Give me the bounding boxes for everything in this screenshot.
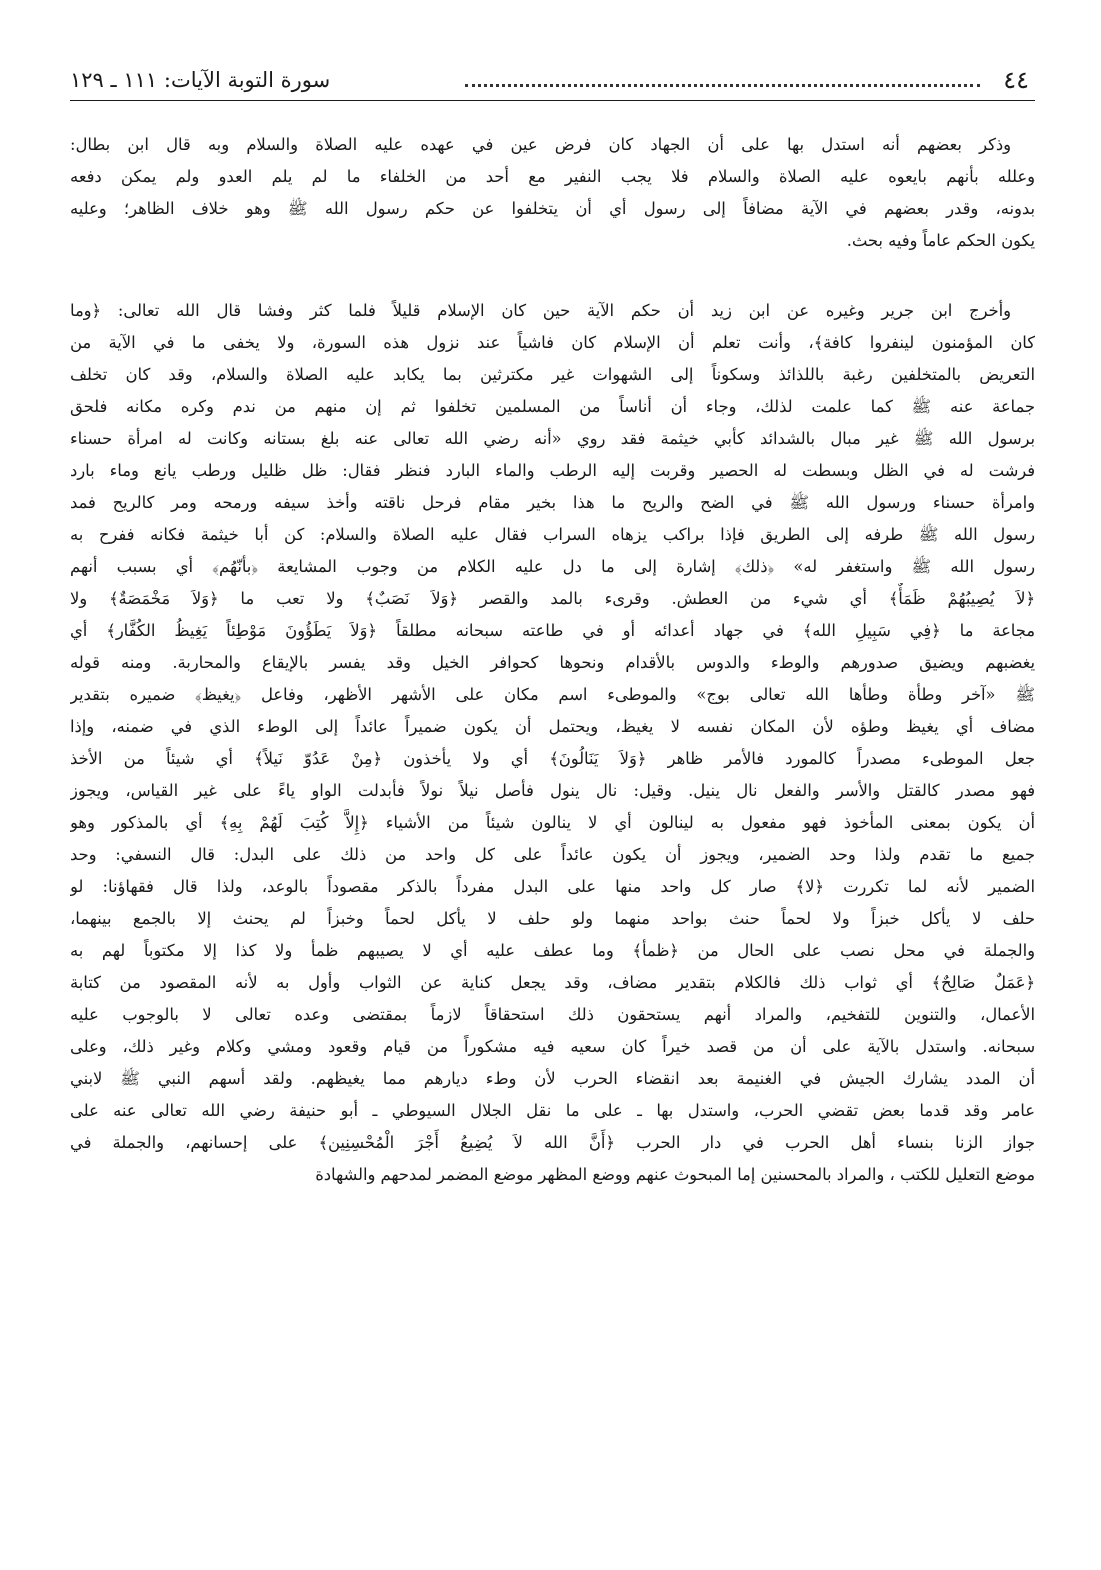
text-line: الضمير لأنه لما تكررت ﴿لا﴾ صار كل واحد منها على البدل مفرداً بالذكر مقصوداً بالوعد، ولذا قال فقهاؤنا: لو [70,877,1035,896]
text-line: مضاف أي يغيظ وطؤه لأن المكان نفسه لا يغيظ، ويحتمل أن يكون ضميراً عائداً إلى الوطء الذي في ضمنه، وإذا [70,717,1035,736]
text-line: يكون الحكم عاماً وفيه بحث. [846,231,1035,250]
text-line: وذكر بعضهم أنه استدل بها على أن الجهاد كان فرض عين في عهده عليه الصلاة والسلام وبه قال ابن بطال: [70,135,1011,154]
text-line: مجاعة ما ﴿فِي سَبِيلِ الله﴾ في جهاد أعدائه أو في طاعته سبحانه مطلقاً ﴿وَلاَ يَطَؤُونَ مَوْطِئاً يَغِيظُ الكُفَّار﴾ أي [70,621,1035,640]
text-line: ﴿عَمَلٌ صَالِحٌ﴾ أي ثواب ذلك فالكلام بتقدير مضاف، وقد يجعل كناية عن الثواب وأول به لأنه المقصود من كتابة [70,973,1035,992]
text-line: حلف لا يأكل خبزاً ولا لحماً حنث بواحد منهما ولو حلف لا يأكل لحماً وخبزاً لم يحنث إلا بالجمع بينهما، [70,909,1035,928]
paragraph-2 [70,295,1035,1191]
text-line: ﷺ «آخر وطأة وطأها الله تعالى بوج» والموطىء اسم مكان على الأشهر الأظهر، وفاعل ﴿يغيظ﴾ ضميره بتقدير [70,685,1035,704]
text-line: ﴿لاَ يُصِيبُهُمْ ظَمَأٌ﴾ أي شيء من العطش. وقرىء بالمد والقصر ﴿وَلاَ نَصَبٌ﴾ ولا تعب ما ﴿وَلاَ مَخْمَصَةٌ﴾ ولا [70,589,1035,608]
text-line: رسول الله ﷺ واستغفر له» ﴿ذلك﴾ إشارة إلى ما دل عليه الكلام من وجوب المشايعة ﴿بأنّهُم﴾ أي بسبب أنهم [70,557,1035,576]
paragraph-1 [70,129,1035,257]
text-line: الأعمال، والتنوين للتفخيم، والمراد أنهم يستحقون ذلك استحقاقاً لازماً بمقتضى وعده تعالى لا بالوجوب عليه [70,1005,1035,1024]
text-line: والجملة في محل نصب على الحال من ﴿ظمأ﴾ وما عطف عليه أي لا يصيبهم ظمأ ولا كذا إلا مكتوباً لهم به [70,941,1035,960]
text-line: جواز الزنا بنساء أهل الحرب في دار الحرب ﴿أَنَّ الله لاَ يُضِيعُ أَجْرَ الْمُحْسِنِين﴾ على إحسانهم، والجملة في [70,1133,1035,1152]
running-head [70,60,1035,101]
text-line: يغضبهم ويضيق صدورهم والوطء والدوس بالأقدام ونحوها كحوافر الخيل وقد يفسر بالإيقاع والمحاربة. ومنه قوله [70,653,1035,672]
text-line: موضع التعليل للكتب ، والمراد بالمحسنين إما المبحوث عنهم ووضع المظهر موضع المضمر لمدحهم والشهادة [315,1165,1035,1184]
text-line: جميع ما تقدم ولذا وحد الضمير، ويجوز أن يكون عائداً على كل واحد من ذلك على البدل: قال النسفي: وحد [70,845,1035,864]
text-line: فهو مصدر كالقتل والأسر والفعل نال ينيل. وقيل: نال ينول فأصل نيلاً نولاً فأبدلت الواو ياءً على غير القياس، ويجوز [70,781,1035,800]
text-line: التعريض بالمتخلفين رغبة باللذائذ وسكوناً إلى الشهوات غير مكترثين بما يكابد عليه الصلاة والسلام، وقد كان تخلف [70,365,1035,384]
leader-dots [465,84,980,87]
text-line: كان المؤمنون لينفروا كافة﴾، وأنت تعلم أن الإسلام كان فاشياً عند نزول هذه السورة، ولا يخفى ما في الآية من [70,333,1035,352]
running-title: سورة التوبة الآيات: ١١١ ـ ١٢٩ [70,68,331,92]
text-line: جعل الموطىء مصدراً كالمورد فالأمر ظاهر ﴿وَلاَ يَنَالُونَ﴾ أي ولا يأخذون ﴿مِنْ عَدُوّ نَيلاً﴾ أي شيئاً من الأخذ [70,749,1035,768]
text-line: رسول الله ﷺ طرفه إلى الطريق فإذا براكب يزهاه السراب فقال عليه الصلاة والسلام: كن أبا خيثمة فكانه ففرح به [70,525,1035,544]
text-line: جماعة عنه ﷺ كما علمت لذلك، وجاء أن أناساً من المسلمين تخلفوا ثم إن منهم من ندم وكره مكانه فلحق [70,397,1035,416]
text-line: وعلله بأنهم بايعوه عليه الصلاة والسلام فلا يجب النفير مع أحد من الخلفاء ما لم يلم العدو ولم يمكن دفعه [70,167,1035,186]
text-line: بدونه، وقدر بعضهم في الآية مضافاً إلى رسول أي أن يتخلفوا عن حكم رسول الله ﷺ وهو خلاف الظاهر؛ وعليه [70,199,1035,218]
text-line: سبحانه. واستدل بالآية على أن من قصد خيراً كان سعيه فيه مشكوراً من قيام وقعود ومشي وكلام وغير ذلك، وعلى [70,1037,1035,1056]
text-line: برسول الله ﷺ غير مبال بالشدائد كأبي خيثمة فقد روي «أنه رضي الله تعالى عنه بلغ بستانه وكانت له امرأة حسناء [70,429,1035,448]
text-line: أن يكون بمعنى المأخوذ فهو مفعول به لينالون أي لا ينالون شيئاً من الأشياء ﴿إِلاَّ كُتِبَ لَهُمْ بِهِ﴾ أي بالمذكور وهو [70,813,1035,832]
page-number: ٤٤ [1003,66,1029,94]
text-line: أن المدد يشارك الجيش في الغنيمة بعد انقضاء الحرب لأن وطء ديارهم مما يغيظهم. ولقد أسهم النبي ﷺ لابني [70,1069,1035,1088]
text-line: وأخرج ابن جرير وغيره عن ابن زيد أن حكم الآية حين كان الإسلام قليلاً فلما كثر وفشا قال الله تعالى: ﴿وما [70,301,1011,320]
text-line: عامر وقد قدما بعض تقضي الحرب، واستدل بها ـ على ما نقل الجلال السيوطي ـ أبو حنيفة رضي الله تعالى عنه على [70,1101,1035,1120]
text-line: فرشت له في الظل وبسطت له الحصير وقربت إليه الرطب والماء البارد فنظر فقال: ظل ظليل ورطب يانع وماء بارد [70,461,1035,480]
page [70,60,1035,1540]
text-line: وامرأة حسناء ورسول الله ﷺ في الضح والريح ما هذا بخير مقام فرحل ناقته وأخذ سيفه ورمحه ومر كالريح فمد [70,493,1035,512]
